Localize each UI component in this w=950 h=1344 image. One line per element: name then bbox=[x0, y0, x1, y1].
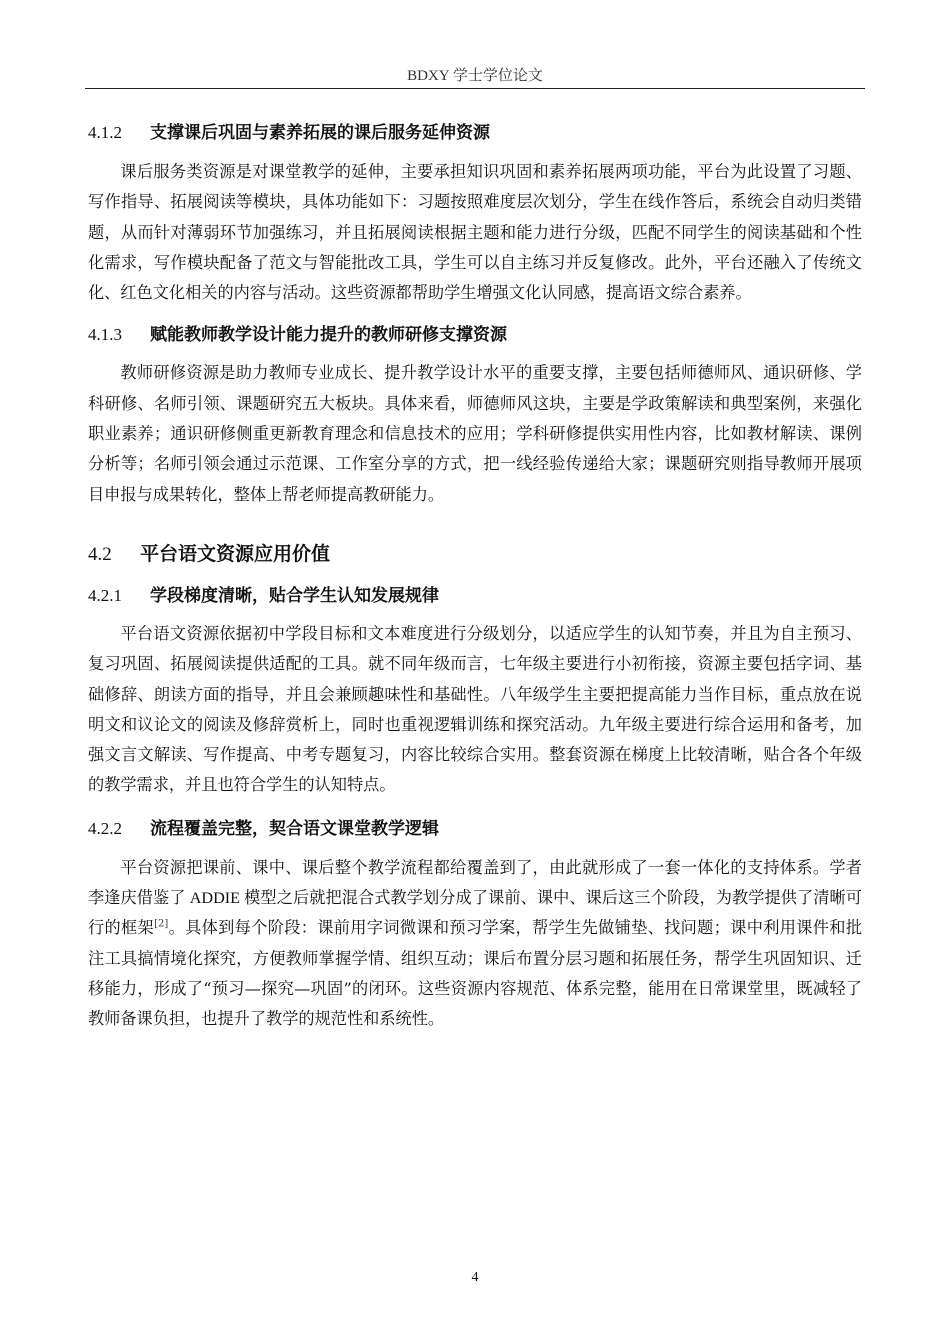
section-number: 4.1.2 bbox=[88, 123, 122, 142]
section-heading-4-1-2 bbox=[88, 120, 862, 146]
citation-reference[interactable]: [2] bbox=[154, 918, 169, 930]
paragraph-text: 。具体到每个阶段：课前用字词微课和预习学案，帮学生先做铺垫、找问题；课中利用课件和批注工具搞情境化探究，方便教师掌握学情、组织互动；课后布置分层习题和拓展任务，帮学生巩固知识、迁移能力，形成了“预习—探究—巩固”的闭环。这些资源内容规范、体系完整，能用在日常课堂里，既减轻了教师备课负担，也提升了教学的规范性和系统性。 bbox=[88, 918, 863, 1029]
section-heading-4-2-2 bbox=[88, 816, 862, 842]
section-number: 4.1.3 bbox=[88, 325, 122, 345]
page-body bbox=[88, 110, 862, 1035]
header-rule bbox=[85, 88, 865, 89]
paragraph: 课后服务类资源是对课堂教学的延伸，主要承担知识巩固和素养拓展两项功能，平台为此设置了习题、写作指导、拓展阅读等模块，具体功能如下：习题按照难度层次划分，学生在线作答后，系统会自动归类错题，从而针对薄弱环节加强练习，并且拓展阅读根据主题和能力进行分级，匹配不同学生的阅读基础和个性化需求，写作模块配备了范文与智能批改工具，学生可以自主练习并反复修改。此外，平台还融入了传统文化、红色文化相关的内容与活动。这些资源都帮助学生增强文化认同感，提高语文综合素养。 bbox=[88, 162, 862, 303]
running-header: BDXY 学士学位论文 bbox=[407, 68, 543, 84]
page-number: 4 bbox=[471, 1270, 479, 1285]
section-number: 4.2.1 bbox=[88, 585, 122, 605]
section-title: 赋能教师教学设计能力提升的教师研修支撑资源 bbox=[150, 325, 507, 346]
section-heading-4-2 bbox=[88, 539, 862, 570]
paragraph-text: 模型之后就把混合式教学划分成了课前、课中、课后这三个阶段，为教学提供了清晰可行的框架 bbox=[88, 888, 863, 938]
section-number: 4.2.2 bbox=[88, 818, 122, 838]
section-number: 4.2 bbox=[88, 543, 112, 565]
section-heading-4-1-3 bbox=[88, 322, 862, 348]
section-title: 平台语文资源应用价值 bbox=[140, 542, 331, 565]
section-title: 支撑课后巩固与素养拓展的课后服务延伸资源 bbox=[150, 123, 490, 143]
paragraph bbox=[88, 853, 862, 1035]
paragraph: 教师研修资源是助力教师专业成长、提升教学设计水平的重要支撑，主要包括师德师风、通识研修、学科研修、名师引领、课题研究五大板块。具体来看，师德师风这块，主要是学政策解读和典型案例，来强化职业素养；通识研修侧重更新教育理念和信息技术的应用；学科研修提供实用性内容，比如教材解读、课例分析等；名师引领会通过示范课、工作室分享的方式，把一线经验传递给大家；课题研究则指导教师开展项目申报与成果转化，整体上帮老师提高教研能力。 bbox=[88, 363, 862, 504]
section-title: 流程覆盖完整，契合语文课堂教学逻辑 bbox=[150, 818, 439, 839]
section-title: 学段梯度清晰，贴合学生认知发展规律 bbox=[150, 585, 439, 606]
paragraph-text: 平台资源把课前、课中、课后整个教学流程都给覆盖到了，由此就形成了一套一体化的支持体系。学者李逢庆借鉴了 bbox=[88, 857, 862, 908]
section-heading-4-2-1 bbox=[88, 583, 862, 609]
paragraph: 平台语文资源依据初中学段目标和文本难度进行分级划分，以适应学生的认知节奏，并且为自主预习、复习巩固、拓展阅读提供适配的工具。就不同年级而言，七年级主要进行小初衔接，资源主要包括字词、基础修辞、朗读方面的指导，并且会兼顾趣味性和基础性。八年级学生主要把提高能力当作目标，重点放在说明文和议论文的阅读及修辞赏析上，同时也重视逻辑训练和探究活动。九年级主要进行综合运用和备考，加强文言文解读、写作提高、中考专题复习，内容比较综合实用。整套资源在梯度上比较清晰，贴合各个年级的教学需求，并且也符合学生的认知特点。 bbox=[88, 623, 862, 795]
paragraph-text: ADDIE bbox=[185, 889, 245, 908]
